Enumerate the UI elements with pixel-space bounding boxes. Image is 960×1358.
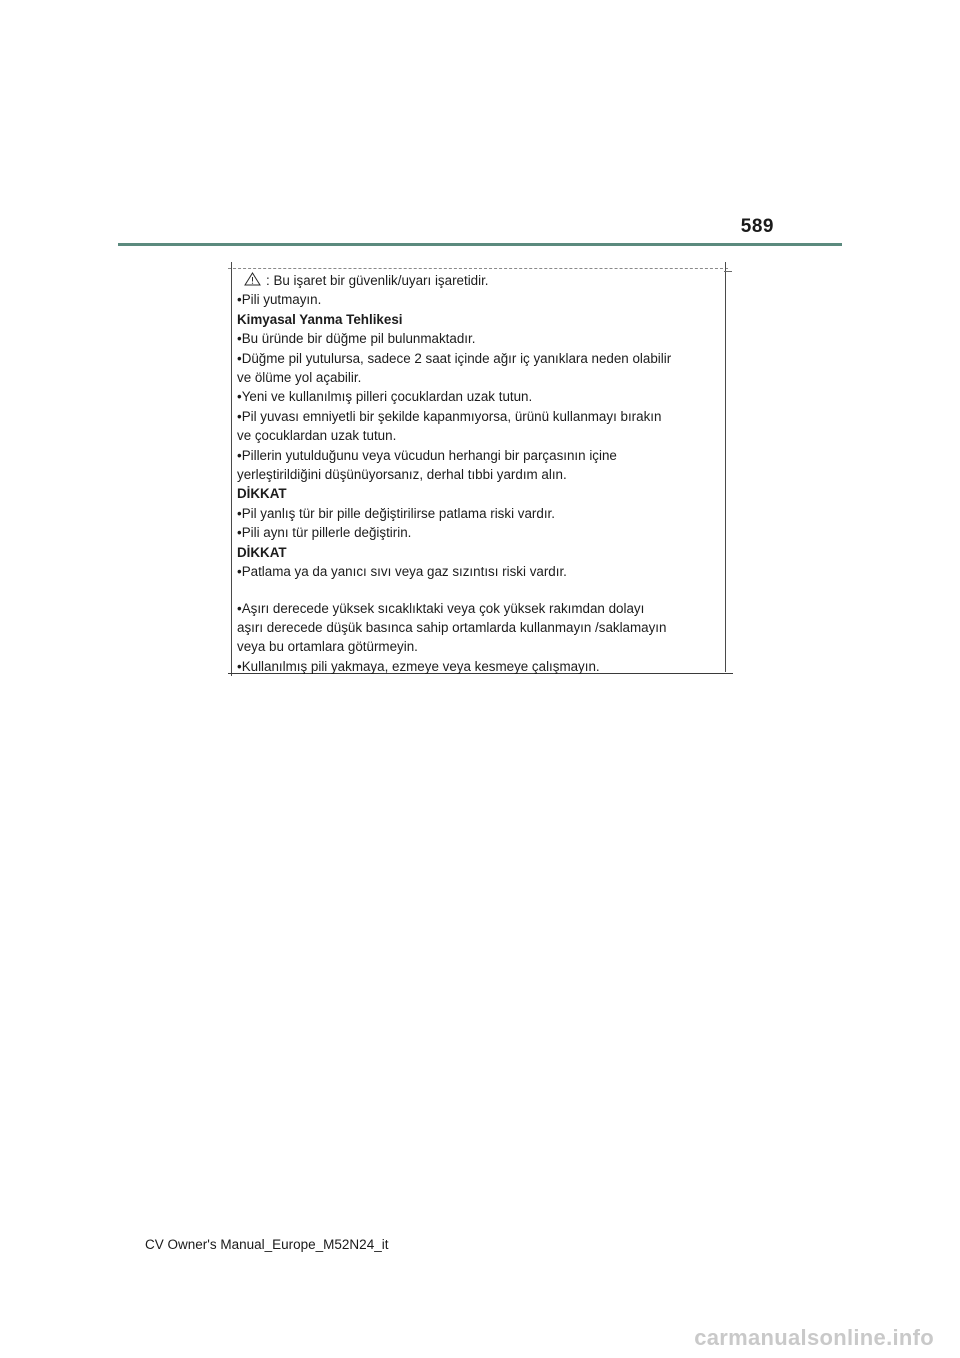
box-right-edge: [725, 262, 726, 672]
notice-line: yerleştirildiğini düşünüyorsanız, derhal tıbbi yardım alın.: [237, 467, 567, 483]
warning-triangle-icon: [244, 272, 261, 286]
notice-line: •Pil yuvası emniyetli bir şekilde kapanmıyorsa, ürünü kullanmayı bırakın: [237, 408, 662, 424]
watermark: carmanualsonline.info: [694, 1325, 934, 1350]
notice-line: aşırı derecede düşük basınca sahip ortamlarda kullanmayın /saklamayın: [237, 619, 667, 635]
notice-text: [237, 271, 723, 676]
box-top-edge: [228, 268, 728, 269]
notice-line-text: : Bu işaret bir güvenlik/uyarı işaretidir.: [266, 273, 489, 288]
document-footer: CV Owner's Manual_Europe_M52N24_it: [145, 1237, 389, 1252]
notice-line: •Aşırı derecede yüksek sıcaklıktaki veya çok yüksek rakımdan dolayı: [237, 600, 645, 616]
notice-line: •Pillerin yutulduğunu veya vücudun herhangi bir parçasının içine: [237, 447, 617, 463]
notice-line: •Kullanılmış pili yakmaya, ezmeye veya kesmeye çalışmayın.: [237, 658, 600, 674]
notice-line: [237, 271, 723, 290]
box-corner-tick: [724, 271, 732, 272]
box-left-edge: [231, 262, 232, 676]
scanned-notice-box: [228, 262, 733, 675]
notice-line: •Pili aynı tür pillerle değiştirin.: [237, 525, 412, 541]
header-rule: [118, 243, 842, 246]
notice-line: •Pil yanlış tür bir pille değiştirilirse patlama riski vardır.: [237, 505, 555, 521]
page-number: 589: [740, 216, 774, 237]
notice-line: •Düğme pil yutulursa, sadece 2 saat içinde ağır iç yanıklara neden olabilir: [237, 350, 672, 366]
notice-line: •Bu üründe bir düğme pil bulunmaktadır.: [237, 331, 476, 347]
notice-line: veya bu ortamlara götürmeyin.: [237, 639, 418, 655]
notice-spacer: [237, 582, 723, 599]
notice-line: •Pili yutmayın.: [237, 292, 322, 308]
notice-line: ve çocuklardan uzak tutun.: [237, 428, 397, 444]
section-heading: DİKKAT: [237, 544, 287, 560]
notice-line: •Patlama ya da yanıcı sıvı veya gaz sızıntısı riski vardır.: [237, 564, 567, 580]
section-heading: Kimyasal Yanma Tehlikesi: [237, 311, 403, 327]
section-heading: DİKKAT: [237, 486, 287, 502]
notice-line: •Yeni ve kullanılmış pilleri çocuklardan uzak tutun.: [237, 389, 533, 405]
notice-line: ve ölüme yol açabilir.: [237, 370, 362, 386]
